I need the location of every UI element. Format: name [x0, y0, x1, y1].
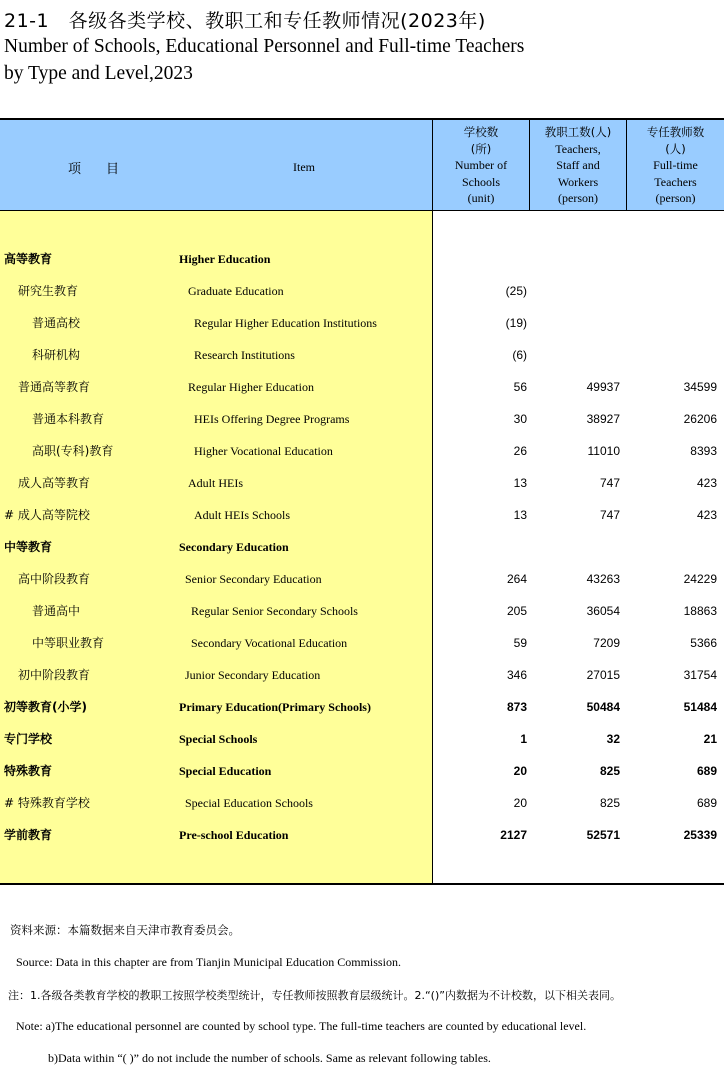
- table-row: [0, 467, 724, 499]
- cell-teachers: 423: [696, 476, 717, 490]
- cell-staff: 27015: [586, 668, 620, 682]
- cell-schools: 873: [506, 700, 527, 714]
- row-label-cn: # 特殊教育学校: [4, 796, 90, 810]
- cell-teachers: 24229: [683, 572, 717, 586]
- header-item-cn: 项 目: [68, 162, 126, 177]
- cell-schools: 13: [513, 476, 527, 490]
- cell-schools: 26: [513, 444, 527, 458]
- table-row: [0, 627, 724, 659]
- cell-staff: 747: [599, 476, 620, 490]
- cell-schools: (25): [505, 284, 527, 298]
- row-label-cn: 普通本科教育: [32, 412, 105, 426]
- row-label-cn: # 成人高等院校: [4, 508, 90, 522]
- cell-teachers: 8393: [690, 444, 717, 458]
- row-label-cn: 普通高中: [32, 604, 81, 618]
- table-row: [0, 499, 724, 531]
- cell-staff: 50484: [586, 700, 620, 714]
- row-label-en: Research Institutions: [194, 348, 295, 362]
- header-staff: 教职工数(人) Teachers, Staff and Workers (person): [544, 125, 612, 205]
- table-row: [0, 659, 724, 691]
- cell-schools: 59: [513, 636, 527, 650]
- note-cn: 注：1.各级各类教育学校的教职工按照学校类型统计，专任教师按照教育层级统计。2.“()”内数据为不计校数，以下相关表同。: [8, 989, 621, 1002]
- source-en: Source: Data in this chapter are from Tianjin Municipal Education Commission.: [16, 955, 401, 969]
- row-label-cn: 普通高校: [32, 316, 81, 330]
- cell-staff: 49937: [586, 380, 620, 394]
- row-label-cn: 初等教育(小学): [4, 700, 87, 714]
- row-label-en: Special Education: [179, 764, 272, 778]
- row-label-cn: 科研机构: [32, 348, 81, 362]
- cell-schools: 264: [506, 572, 527, 586]
- row-label-en: Senior Secondary Education: [185, 572, 322, 586]
- table-row: [0, 819, 724, 851]
- cell-schools: (19): [505, 316, 527, 330]
- divider: [529, 120, 530, 210]
- cell-teachers: 34599: [683, 380, 717, 394]
- cell-teachers: 51484: [683, 700, 717, 714]
- table-row: [0, 435, 724, 467]
- row-label-en: Pre-school Education: [179, 828, 289, 842]
- cell-staff: 825: [599, 764, 620, 778]
- note-en-b: b)Data within “( )” do not include the number of schools. Same as relevant following tables.: [48, 1051, 491, 1065]
- cell-teachers: 689: [696, 796, 717, 810]
- row-label-cn: 成人高等教育: [18, 476, 91, 490]
- table-row: [0, 691, 724, 723]
- title-en-line1: Number of Schools, Educational Personnel and Full-time Teachers: [4, 36, 525, 57]
- header-item-en: Item: [293, 160, 315, 174]
- table-row: [0, 723, 724, 755]
- cell-schools: (6): [512, 348, 527, 362]
- table-header: [0, 120, 724, 211]
- row-label-en: Higher Vocational Education: [194, 444, 333, 458]
- row-label-en: Adult HEIs Schools: [194, 508, 290, 522]
- row-label-en: Adult HEIs: [188, 476, 243, 490]
- table-row: [0, 243, 724, 275]
- table-row: [0, 339, 724, 371]
- row-label-cn: 中等职业教育: [32, 636, 105, 650]
- row-label-cn: 学前教育: [4, 828, 53, 842]
- cell-teachers: 26206: [683, 412, 717, 426]
- row-label-en: Regular Higher Education Institutions: [194, 316, 377, 330]
- cell-teachers: 18863: [683, 604, 717, 618]
- row-label-cn: 专门学校: [4, 732, 53, 746]
- table-row: [0, 307, 724, 339]
- cell-schools: 56: [513, 380, 527, 394]
- row-label-en: Graduate Education: [188, 284, 284, 298]
- row-label-en: Regular Higher Education: [188, 380, 314, 394]
- row-label-en: Secondary Vocational Education: [191, 636, 348, 650]
- title-en-line2: by Type and Level,2023: [4, 63, 193, 84]
- table-row: [0, 403, 724, 435]
- row-label-cn: 中等教育: [4, 540, 53, 554]
- table-row: [0, 371, 724, 403]
- table-row: [0, 531, 724, 563]
- row-label-cn: 高职(专科)教育: [32, 444, 114, 458]
- row-label-en: Junior Secondary Education: [185, 668, 321, 682]
- row-label-cn: 特殊教育: [4, 764, 53, 778]
- row-label-cn: 初中阶段教育: [18, 668, 91, 682]
- cell-staff: 32: [606, 732, 620, 746]
- cell-staff: 36054: [586, 604, 620, 618]
- cell-teachers: 423: [696, 508, 717, 522]
- cell-schools: 2127: [500, 828, 527, 842]
- cell-staff: 747: [599, 508, 620, 522]
- row-label-en: Special Schools: [179, 732, 258, 746]
- source-cn: 资料来源：本篇数据来自天津市教育委员会。: [10, 923, 240, 937]
- row-label-en: Secondary Education: [179, 540, 289, 554]
- cell-schools: 13: [513, 508, 527, 522]
- statistics-table: [0, 118, 724, 885]
- row-label-en: Higher Education: [179, 252, 271, 266]
- table-row: [0, 275, 724, 307]
- cell-teachers: 31754: [683, 668, 717, 682]
- cell-teachers: 689: [696, 764, 717, 778]
- row-label-en: HEIs Offering Degree Programs: [194, 412, 350, 426]
- title-cn: 21-1 各级各类学校、教职工和专任教师情况(2023年): [4, 10, 486, 32]
- table-row: [0, 595, 724, 627]
- table-row: [0, 787, 724, 819]
- row-label-cn: 高等教育: [4, 252, 53, 266]
- row-label-en: Primary Education(Primary Schools): [179, 700, 371, 714]
- row-label-en: Regular Senior Secondary Schools: [191, 604, 358, 618]
- cell-schools: 346: [506, 668, 527, 682]
- row-label-cn: 普通高等教育: [18, 380, 91, 394]
- table-row: [0, 755, 724, 787]
- cell-teachers: 21: [703, 732, 717, 746]
- cell-schools: 1: [520, 732, 527, 746]
- divider: [626, 120, 627, 210]
- table-row: [0, 563, 724, 595]
- cell-teachers: 5366: [690, 636, 717, 650]
- header-teachers: 专任教师数 (人) Full-time Teachers (person): [646, 125, 705, 205]
- note-en-a: Note: a)The educational personnel are counted by school type. The full-time teachers are counted by educational level.: [16, 1019, 587, 1033]
- cell-schools: 20: [513, 764, 527, 778]
- header-schools: 学校数 (所) Number of Schools (unit): [454, 125, 508, 205]
- cell-schools: 20: [513, 796, 527, 810]
- cell-staff: 52571: [586, 828, 620, 842]
- row-label-cn: 高中阶段教育: [18, 572, 91, 586]
- cell-schools: 30: [513, 412, 527, 426]
- cell-schools: 205: [506, 604, 527, 618]
- cell-staff: 11010: [587, 444, 620, 458]
- row-label-cn: 研究生教育: [18, 284, 79, 298]
- cell-teachers: 25339: [683, 828, 717, 842]
- row-label-en: Special Education Schools: [185, 796, 313, 810]
- cell-staff: 43263: [586, 572, 620, 586]
- cell-staff: 38927: [586, 412, 620, 426]
- cell-staff: 825: [599, 796, 620, 810]
- cell-staff: 7209: [593, 636, 620, 650]
